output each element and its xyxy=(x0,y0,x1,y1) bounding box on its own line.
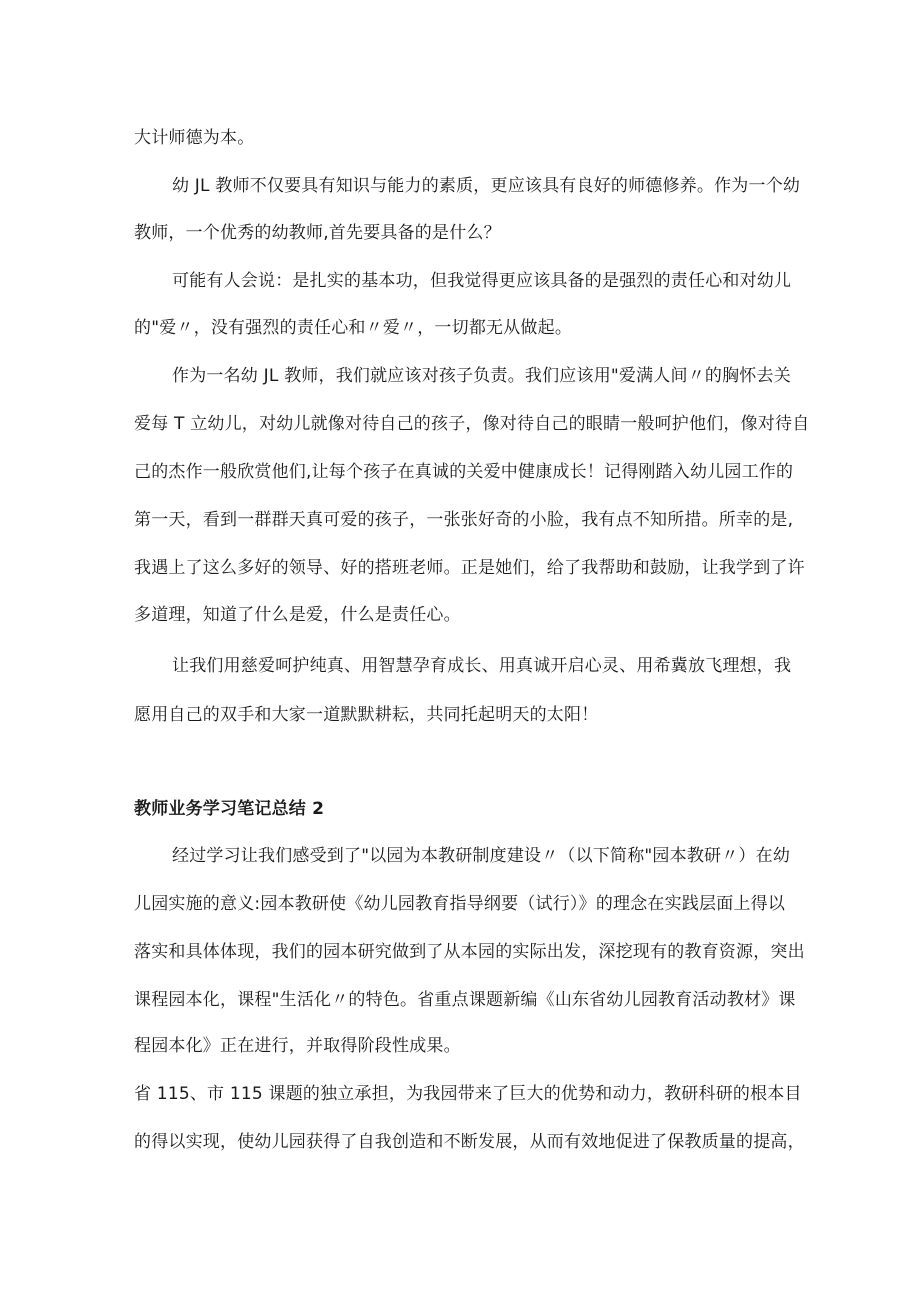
text-line: 幼 JL 教师不仅要具有知识与能力的素质，更应该具有良好的师德修养。作为一个幼 xyxy=(172,176,801,196)
text-line: 大计师德为本。 xyxy=(134,128,255,148)
text-line: 的得以实现，使幼儿园获得了自我创造和不断发展，从而有效地促进了保教质量的提高， xyxy=(134,1132,805,1152)
text-line: 教师，一个优秀的幼教师,首先要具备的是什么？ xyxy=(134,223,501,243)
text-line: 让我们用慈爱呵护纯真、用智慧孕育成长、用真诚开启心灵、用希冀放飞理想，我 xyxy=(172,656,792,676)
text-line: 省 115、市 115 课题的独立承担，为我园带来了巨大的优势和动力，教研科研的根本目 xyxy=(134,1084,802,1104)
text-line: 己的杰作一般欣赏他们,让每个孩子在真诚的关爱中健康成长！记得刚踏入幼儿园工作的 xyxy=(134,462,794,482)
text-line: 的"爱〃，没有强烈的责任心和〃爱〃，一切都无从做起。 xyxy=(134,318,573,338)
text-line: 作为一名幼 JL 教师，我们就应该对孩子负责。我们应该用"爱满人间〃的胸怀去关 xyxy=(172,366,791,386)
text-line: 我遇上了这么多好的领导、好的搭班老师。正是她们，给了我帮助和鼓励，让我学到了许 xyxy=(134,558,805,578)
text-line: 经过学习让我们感受到了"以园为本教研制度建设〃（以下简称"园本教研〃）在幼 xyxy=(172,846,791,866)
text-line: 可能有人会说：是扎实的基本功，但我觉得更应该具备的是强烈的责任心和对幼儿 xyxy=(172,271,792,291)
text-line: 第一天，看到一群群天真可爱的孩子，一张张好奇的小脸，我有点不知所措。所幸的是, xyxy=(134,510,794,530)
text-line: 落实和具体体现，我们的园本研究做到了从本园的实际出发，深挖现有的教育资源，突出 xyxy=(134,942,805,962)
text-line: 课程园本化，课程"生活化〃的特色。省重点课题新编《山东省幼儿园教育活动教材》课 xyxy=(134,990,796,1010)
text-line: 爱每 T 立幼儿，对幼儿就像对待自己的孩子，像对待自己的眼睛一般呵护他们，像对待自 xyxy=(134,414,810,434)
text-line: 程园本化》正在进行，并取得阶段性成果。 xyxy=(134,1036,461,1056)
text-line: 多道理，知道了什么是爱，什么是责任心。 xyxy=(134,605,461,625)
text-line: 愿用自己的双手和大家一道默默耕耘，共同托起明天的太阳！ xyxy=(134,705,599,725)
text-line: 儿园实施的意义:园本教研使《幼儿园教育指导纲要（试行）》的理念在实践层面上得以 xyxy=(134,894,786,914)
section-heading: 教师业务学习笔记总结 2 xyxy=(134,799,325,819)
